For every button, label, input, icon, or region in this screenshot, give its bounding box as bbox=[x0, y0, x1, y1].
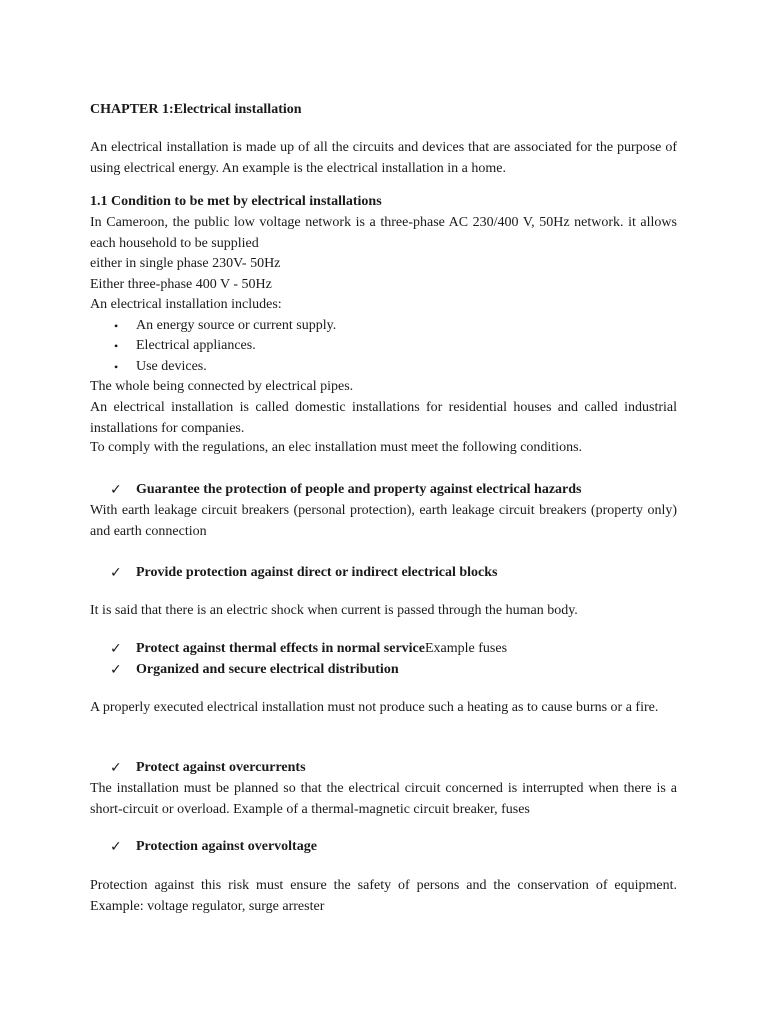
condition-title: Organized and secure electrical distribution bbox=[136, 662, 399, 677]
condition-title: Protection against overvoltage bbox=[136, 839, 317, 854]
network-paragraph: In Cameroon, the public low voltage network is a three-phase AC 230/400 V, 50Hz network. it allows each household to be supplied bbox=[90, 215, 677, 251]
chapter-title: CHAPTER 1:Electrical installation bbox=[90, 102, 302, 117]
heating-paragraph: A properly executed electrical installation must not produce such a heating as to cause burns or a fire. bbox=[90, 700, 659, 715]
regulations-line: To comply with the regulations, an elec installation must meet the following conditions. bbox=[90, 440, 583, 455]
condition-title: Protect against thermal effects in normal service bbox=[136, 641, 425, 656]
checkmark-icon: ✓ bbox=[110, 839, 122, 855]
single-phase-line: either in single phase 230V- 50Hz bbox=[90, 256, 281, 271]
list-item-text: Electrical appliances. bbox=[136, 338, 256, 353]
checkmark-icon: ✓ bbox=[110, 662, 122, 678]
condition-title: Protect against overcurrents bbox=[136, 760, 306, 775]
bullet-icon: • bbox=[114, 339, 119, 353]
checkmark-icon: ✓ bbox=[110, 482, 122, 498]
condition-title: Guarantee the protection of people and property against electrical hazards bbox=[136, 482, 582, 497]
checkmark-icon: ✓ bbox=[110, 760, 122, 776]
list-item-text: Use devices. bbox=[136, 359, 207, 374]
overvoltage-paragraph: Protection against this risk must ensure the safety of persons and the conservation of equipment. Example: voltage regulator, surge arrester bbox=[90, 878, 677, 914]
domestic-paragraph: An electrical installation is called domestic installations for residential houses and called industrial installations for companies. bbox=[90, 400, 677, 436]
condition-title: Provide protection against direct or indirect electrical blocks bbox=[136, 565, 498, 580]
condition-example: Example fuses bbox=[424, 641, 508, 656]
overcurrent-paragraph: The installation must be planned so that the electrical circuit concerned is interrupted when there is a short-circuit or overload. Example of a thermal-magnetic circuit breaker, fuses bbox=[90, 781, 677, 817]
includes-intro: An electrical installation includes: bbox=[90, 297, 282, 312]
section-title: 1.1 Condition to be met by electrical installations bbox=[90, 194, 382, 209]
bullet-icon: • bbox=[114, 360, 119, 374]
pipes-line: The whole being connected by electrical pipes. bbox=[90, 379, 354, 394]
checkmark-icon: ✓ bbox=[110, 641, 122, 657]
shock-paragraph: It is said that there is an electric shock when current is passed through the human body. bbox=[90, 603, 578, 618]
three-phase-line: Either three-phase 400 V - 50Hz bbox=[90, 277, 272, 292]
bullet-icon: • bbox=[114, 319, 119, 333]
earth-leakage-paragraph: With earth leakage circuit breakers (personal protection), earth leakage circuit breakers (property only) and earth connection bbox=[90, 503, 677, 539]
checkmark-icon: ✓ bbox=[110, 565, 122, 581]
list-item-text: An energy source or current supply. bbox=[136, 318, 337, 333]
intro-paragraph: An electrical installation is made up of all the circuits and devices that are associated for the purpose of using electrical energy. An example is the electrical installation in a home. bbox=[90, 140, 677, 176]
